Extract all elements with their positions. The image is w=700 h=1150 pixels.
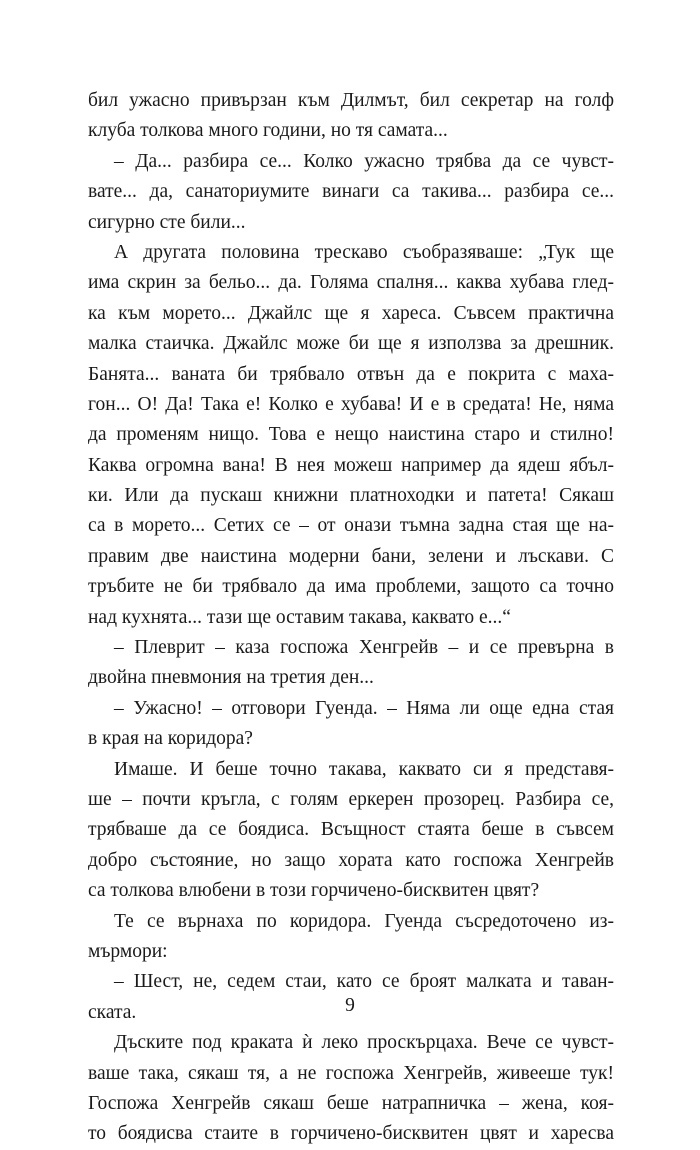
text-line: мърмори: bbox=[88, 940, 168, 962]
text-line: Банята... ваната би трябвало отвън да е покрита с маха- bbox=[88, 363, 614, 385]
text-line: има скрин за бельо... да. Голяма спалня... каква хубава глед- bbox=[88, 272, 614, 294]
text-line: Имаше. И беше точно такава, каквато си я представя- bbox=[114, 758, 614, 780]
text-line: гон... О! Да! Така е! Колко е хубава! И е в средата! Не, няма bbox=[88, 393, 614, 415]
text-line: то боядисва стаите в горчичено-бисквитен цвят и харесва bbox=[88, 1123, 614, 1145]
text-line: малка стаичка. Джайлс може би ще я използва за дрешник. bbox=[88, 333, 614, 355]
body-text bbox=[88, 86, 614, 1150]
text-line: – Да... разбира се... Колко ужасно трябва да се чувст- bbox=[114, 150, 614, 172]
text-line: трябваше да се боядиса. Всъщност стаята беше в съвсем bbox=[88, 819, 614, 841]
text-line: ка към морето... Джайлс ще я хареса. Съвсем практична bbox=[88, 302, 614, 324]
page-number: 9 bbox=[345, 995, 355, 1016]
text-line: добро състояние, но защо хората като госпожа Хенгрейв bbox=[88, 849, 614, 871]
text-line: Каква огромна вана! В нея можеш например да ядеш ябъл- bbox=[88, 454, 614, 476]
text-line: над кухнята... тази ще оставим такава, каквато е...“ bbox=[88, 606, 511, 628]
text-line: ската. bbox=[88, 1001, 137, 1023]
text-line: са в морето... Сетих се – от онази тъмна задна стая ще на- bbox=[88, 515, 614, 537]
text-line: тръбите не би трябвало да има проблеми, защото са точно bbox=[88, 576, 614, 598]
text-line: Дъските под краката ѝ леко проскърцаха. Вече се чувст- bbox=[114, 1032, 614, 1054]
text-line: – Шест, не, седем стаи, като се броят малката и таван- bbox=[114, 971, 614, 993]
text-line: ки. Или да пускаш книжни платноходки и патета! Сякаш bbox=[88, 485, 614, 507]
text-line: вате... да, санаториумите винаги са такива... разбира се... bbox=[88, 181, 614, 203]
text-line: са толкова влюбени в този горчичено-бисквитен цвят? bbox=[88, 880, 540, 902]
text-line: бил ужасно привързан към Дилмът, бил секретар на голф bbox=[88, 90, 614, 111]
text-line: да променям нищо. Това е нещо наистина старо и стилно! bbox=[88, 424, 614, 446]
text-line: ваше така, сякаш тя, а не госпожа Хенгрейв, живееше тук! bbox=[88, 1062, 614, 1084]
text-line: Госпожа Хенгрейв сякаш беше натрапничка – жена, коя- bbox=[88, 1092, 614, 1114]
text-line: – Плеврит – каза госпожа Хенгрейв – и се превърна в bbox=[114, 637, 614, 659]
text-line: Те се върнаха по коридора. Гуенда съсредоточено из- bbox=[114, 910, 614, 932]
text-line: в края на коридора? bbox=[88, 728, 253, 750]
text-line: клуба толкова много години, но тя самата... bbox=[88, 120, 448, 142]
text-line: – Ужасно! – отговори Гуенда. – Няма ли още една стая bbox=[114, 697, 614, 719]
text-line: сигурно сте били... bbox=[88, 211, 246, 233]
text-line: ше – почти кръгла, с голям еркерен прозорец. Разбира се, bbox=[88, 788, 614, 810]
text-line: правим две наистина модерни бани, зелени и лъскави. С bbox=[88, 545, 614, 567]
text-line: двойна пневмония на третия ден... bbox=[88, 667, 374, 689]
text-line: А другата половина трескаво съобразяваше: „Тук ще bbox=[114, 241, 614, 263]
